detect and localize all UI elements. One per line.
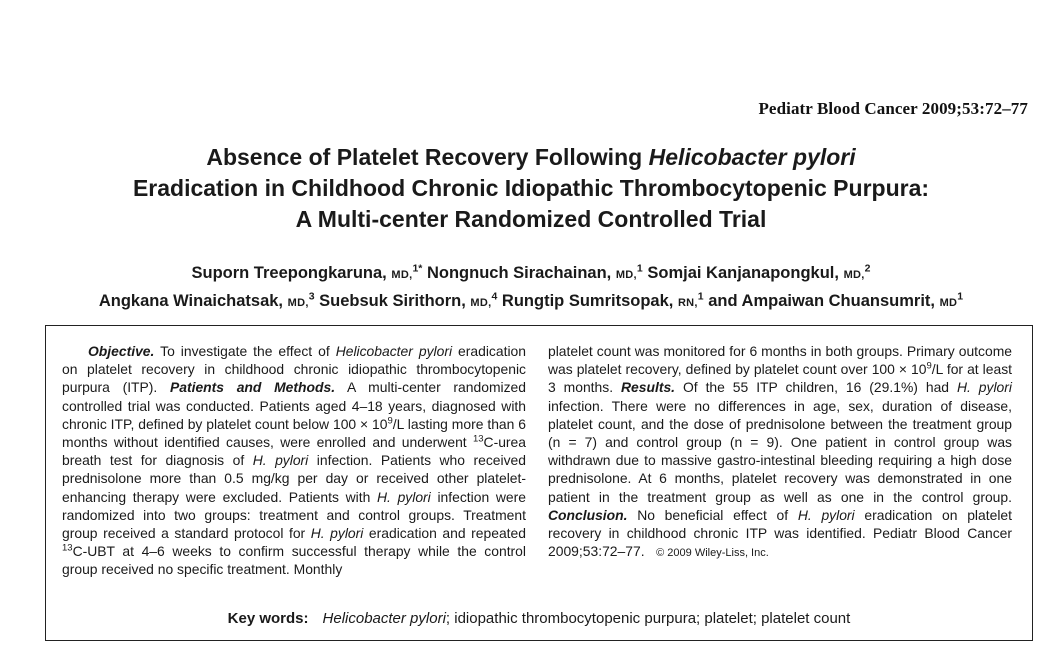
results-label: Results. (621, 379, 676, 396)
author-name: Rungtip Sumritsopak, (501, 292, 674, 310)
isotope-superscript: 13 (62, 542, 73, 554)
author-degree: MD (939, 297, 958, 309)
title-line-2: Eradication in Childhood Chronic Idiopathic Thrombocytopenic Purpura: (132, 175, 930, 201)
abstract-italic: H. pylori (377, 488, 431, 505)
objective-label: Objective. (88, 343, 155, 359)
abstract-text: infection were randomized into two groups: treatment and control groups. Treatment group received a standard protocol for (62, 488, 526, 542)
abstract-column-right (548, 342, 1012, 562)
keywords (46, 610, 1032, 627)
author-degree: MD, (287, 297, 309, 309)
author-degree: RN, (677, 297, 698, 309)
abstract-text: To investigate the effect of (154, 343, 336, 359)
abstract-italic: H. pylori (797, 506, 855, 523)
author-affiliation: 1 (636, 262, 643, 275)
abstract-text: A multi-center randomized controlled trial was conducted. Patients aged 4–18 years, diagnosed with chronic ITP, defined by platelet count below 100 × 10 (62, 379, 526, 432)
author-line-2 (0, 288, 1062, 316)
author-degree: MD, (615, 269, 637, 281)
abstract-column-left (62, 342, 526, 579)
abstract-text: eradication and repeated (363, 525, 526, 542)
abstract-text-continued: C-UBT at 4–6 weeks to confirm successful therapy while the control group received no specific treatment. Monthly (62, 543, 526, 578)
author-name: Suebsuk Sirithorn, (319, 292, 466, 310)
abstract-text: /L for at least 3 months. (548, 361, 1012, 396)
abstract-text: Of the 55 ITP children, 16 (29.1%) had (675, 379, 957, 396)
keyword-italic: Helicobacter pylori (322, 610, 446, 627)
author-degree: MD, (843, 269, 865, 281)
title-line-3: A Multi-center Randomized Controlled Trial (295, 206, 767, 232)
abstract-italic: H. pylori (956, 379, 1012, 396)
methods-label: Patients and Methods. (169, 379, 336, 396)
author-name: Angkana Winaichatsak, (98, 292, 284, 310)
title-line-1 (0, 142, 1062, 173)
abstract-italic: H. pylori (252, 452, 309, 469)
copyright: © 2009 Wiley-Liss, Inc. (656, 547, 769, 560)
abstract-text: infection. Patients who received prednisolone more than 0.5 mg/kg per day or received other platelet-enhancing therapy were excluded. Patients with (62, 452, 526, 505)
author-affiliation: 1 (697, 290, 704, 303)
abstract-text-continued: platelet count was monitored for 6 months in both groups. Primary outcome was platelet recovery, defined by platelet count over 100 × 10 (548, 343, 1012, 378)
abstract-text: eradication on platelet recovery in childhood chronic idiopathic thrombocytopenic purpura (ITP). (62, 343, 526, 396)
abstract-text: eradication on platelet recovery in childhood chronic ITP was identified. Pediatr Blood Cancer 2009;53:72–77. (548, 506, 1012, 560)
abstract-text: C-urea breath test for diagnosis of (62, 434, 526, 469)
author-name: Somjai Kanjanapongkul, (647, 264, 839, 282)
exponent: 9 (387, 415, 393, 427)
author-name: Nongnuch Sirachainan, (426, 264, 612, 282)
title-italic: Helicobacter pylori (648, 144, 856, 170)
author-degree: MD, (470, 297, 492, 309)
article-title (0, 142, 1062, 235)
title-text: Absence of Platelet Recovery Following (206, 144, 649, 170)
abstract-box (45, 325, 1033, 641)
author-affiliation: 2 (864, 262, 871, 275)
conclusion-label: Conclusion. (548, 506, 628, 523)
author-line-1 (0, 260, 1062, 288)
abstract-text: /L lasting more than 6 months without identified causes, were enrolled and underwent (62, 415, 526, 451)
author-affiliation: 1 (957, 290, 964, 303)
author-affiliation: 3 (308, 290, 315, 303)
author-affiliation: 4 (491, 290, 498, 303)
abstract-italic: Helicobacter pylori (335, 343, 453, 359)
author-degree: MD, (391, 269, 413, 281)
author-name: Suporn Treepongkaruna, (191, 264, 387, 282)
author-list (0, 260, 1062, 316)
journal-citation: Pediatr Blood Cancer 2009;53:72–77 (758, 99, 1028, 118)
isotope-superscript: 13 (472, 433, 484, 445)
abstract-text: No beneficial effect of (627, 506, 798, 523)
exponent: 9 (926, 360, 932, 372)
keywords-label: Key words: (227, 610, 309, 627)
author-affiliation: 1* (412, 262, 423, 275)
abstract-italic: H. pylori (310, 525, 364, 542)
author-name: and Ampaiwan Chuansumrit, (708, 292, 935, 310)
keywords-list: ; idiopathic thrombocytopenic purpura; platelet; platelet count (445, 610, 851, 627)
abstract-text: infection. There were no differences in age, sex, duration of disease, platelet count, and the dose of prednisolone between the treatment group (n = 7) and control group (n = 9). One patient in control group was withdrawn due to massive gastro-intestinal bleeding requiring a high dose prednisolone. At 6 months, platelet recovery was demonstrated in one patient in the treatment group as well as one in the control group. (548, 397, 1012, 505)
